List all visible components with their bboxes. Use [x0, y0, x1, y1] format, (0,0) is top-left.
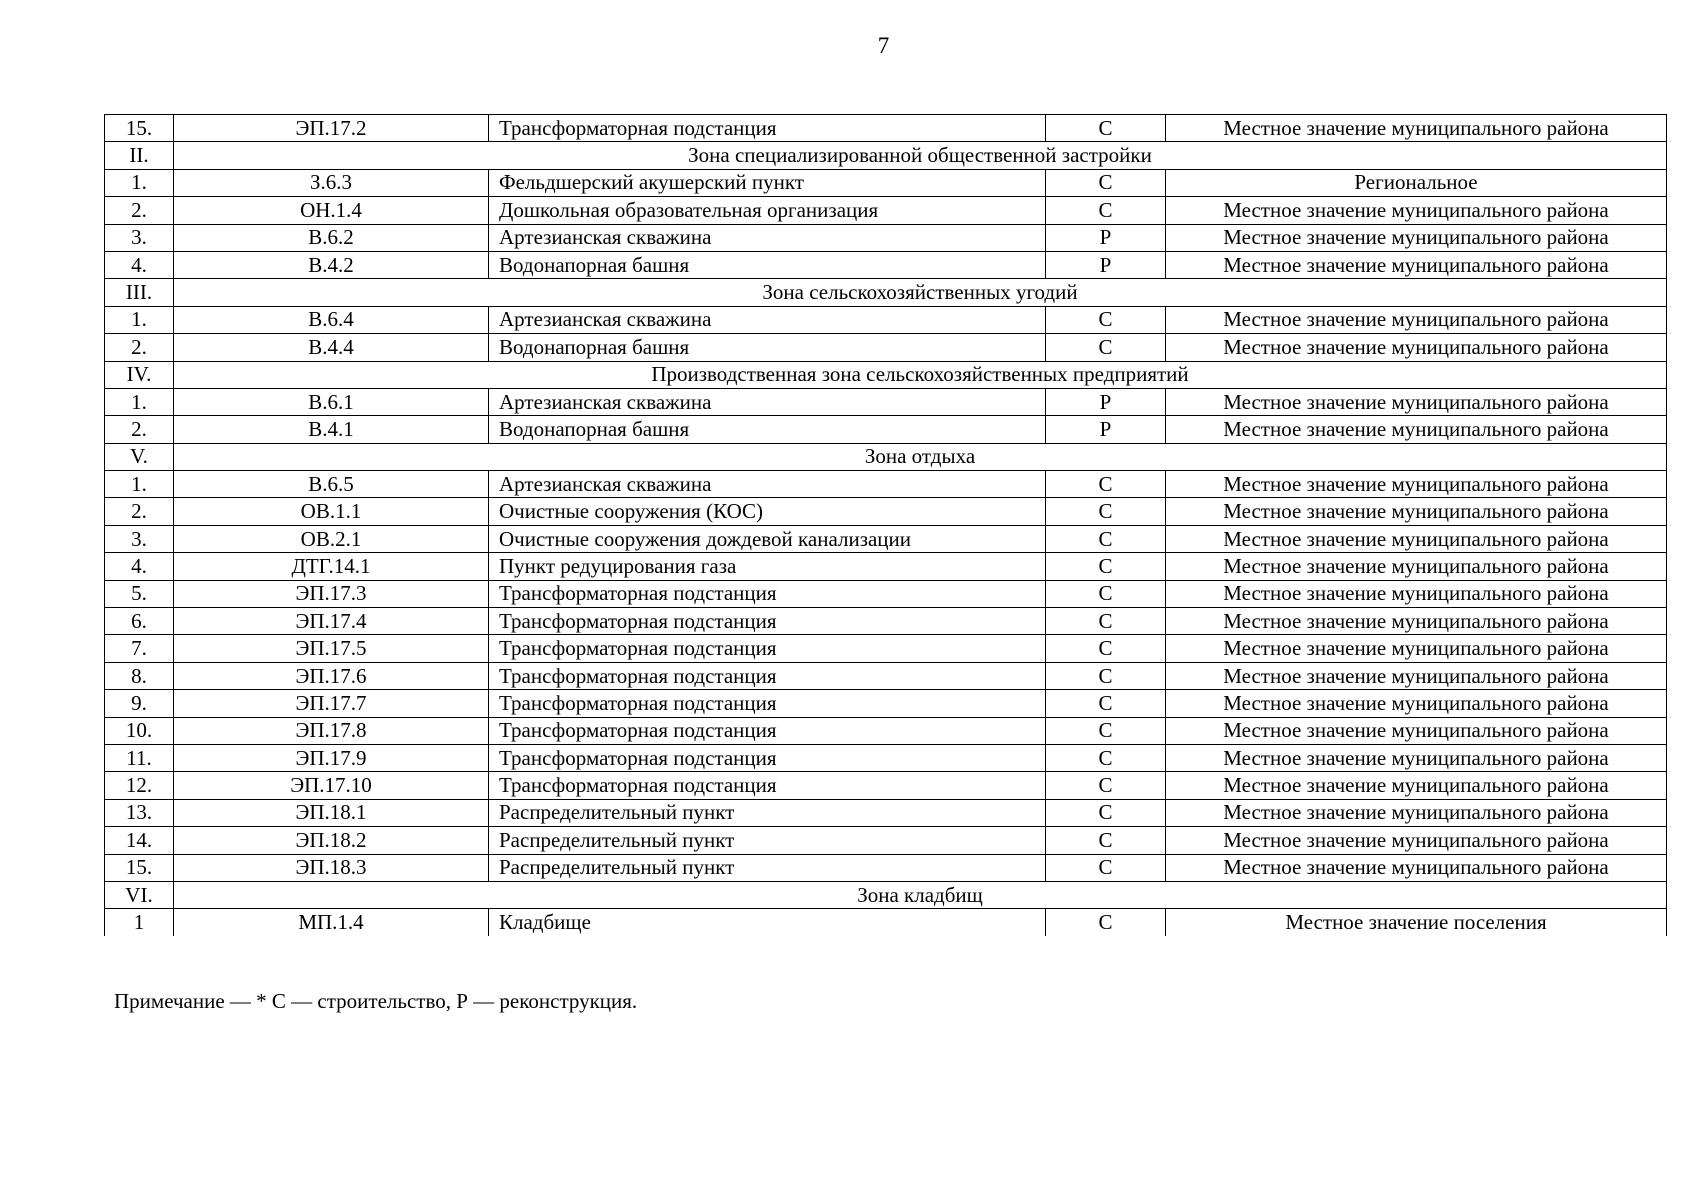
action-type: С — [1046, 608, 1166, 635]
object-significance: Региональное — [1166, 169, 1667, 196]
action-type: С — [1046, 744, 1166, 771]
object-code: МП.1.4 — [174, 909, 489, 936]
action-type: С — [1046, 306, 1166, 333]
row-number: 1. — [105, 471, 174, 498]
row-number: 1 — [105, 909, 174, 936]
object-code: З.6.3 — [174, 169, 489, 196]
action-type: С — [1046, 635, 1166, 662]
table-row — [105, 854, 1667, 881]
object-code: В.4.2 — [174, 251, 489, 278]
action-type: С — [1046, 772, 1166, 799]
section-title: Производственная зона сельскохозяйственных предприятий — [174, 361, 1667, 388]
table-row — [105, 525, 1667, 552]
row-number: 8. — [105, 662, 174, 689]
object-code: В.6.1 — [174, 388, 489, 415]
object-name: Пункт редуцирования газа — [489, 553, 1046, 580]
object-significance: Местное значение муниципального района — [1166, 224, 1667, 251]
section-number: IV. — [105, 361, 174, 388]
row-number: 2. — [105, 197, 174, 224]
object-name: Водонапорная башня — [489, 334, 1046, 361]
object-code: В.4.4 — [174, 334, 489, 361]
row-number: 2. — [105, 416, 174, 443]
action-type: Р — [1046, 251, 1166, 278]
action-type: Р — [1046, 416, 1166, 443]
section-number: V. — [105, 443, 174, 470]
object-significance: Местное значение муниципального района — [1166, 608, 1667, 635]
table-row — [105, 635, 1667, 662]
object-significance: Местное значение муниципального района — [1166, 635, 1667, 662]
object-name: Кладбище — [489, 909, 1046, 936]
action-type: С — [1046, 334, 1166, 361]
object-significance: Местное значение муниципального района — [1166, 416, 1667, 443]
table-row — [105, 498, 1667, 525]
row-number: 2. — [105, 334, 174, 361]
object-code: ОН.1.4 — [174, 197, 489, 224]
object-significance: Местное значение муниципального района — [1166, 251, 1667, 278]
section-row — [105, 443, 1667, 470]
object-code: ЭП.17.6 — [174, 662, 489, 689]
row-number: 1. — [105, 169, 174, 196]
action-type: С — [1046, 827, 1166, 854]
object-code: ДТГ.14.1 — [174, 553, 489, 580]
table-row — [105, 251, 1667, 278]
action-type: С — [1046, 169, 1166, 196]
section-title: Зона кладбищ — [174, 881, 1667, 908]
object-significance: Местное значение муниципального района — [1166, 799, 1667, 826]
object-code: ЭП.17.3 — [174, 580, 489, 607]
section-row — [105, 881, 1667, 908]
object-significance: Местное значение муниципального района — [1166, 854, 1667, 881]
table-row — [105, 827, 1667, 854]
object-name: Артезианская скважина — [489, 471, 1046, 498]
object-code: ЭП.18.2 — [174, 827, 489, 854]
action-type: С — [1046, 498, 1166, 525]
table-row — [105, 744, 1667, 771]
row-number: 12. — [105, 772, 174, 799]
object-name: Трансформаторная подстанция — [489, 744, 1046, 771]
object-code: ЭП.17.2 — [174, 115, 489, 142]
object-code: В.6.4 — [174, 306, 489, 333]
object-name: Артезианская скважина — [489, 388, 1046, 415]
table-note: Примечание — * С — строительство, Р — реконструкция. — [114, 989, 638, 1013]
row-number: 5. — [105, 580, 174, 607]
object-name: Водонапорная башня — [489, 251, 1046, 278]
object-code: ЭП.17.7 — [174, 690, 489, 717]
object-name: Трансформаторная подстанция — [489, 662, 1046, 689]
table-row — [105, 717, 1667, 744]
action-type: Р — [1046, 224, 1166, 251]
object-name: Трансформаторная подстанция — [489, 690, 1046, 717]
object-significance: Местное значение муниципального района — [1166, 827, 1667, 854]
object-significance: Местное значение муниципального района — [1166, 662, 1667, 689]
object-code: ЭП.17.8 — [174, 717, 489, 744]
object-significance: Местное значение муниципального района — [1166, 334, 1667, 361]
table-row — [105, 772, 1667, 799]
row-number: 4. — [105, 251, 174, 278]
row-number: 11. — [105, 744, 174, 771]
object-significance: Местное значение муниципального района — [1166, 690, 1667, 717]
row-number: 6. — [105, 608, 174, 635]
section-row — [105, 142, 1667, 169]
object-code: В.6.5 — [174, 471, 489, 498]
row-number: 15. — [105, 115, 174, 142]
object-significance: Местное значение муниципального района — [1166, 772, 1667, 799]
object-name: Артезианская скважина — [489, 224, 1046, 251]
object-significance: Местное значение муниципального района — [1166, 580, 1667, 607]
action-type: Р — [1046, 388, 1166, 415]
object-name: Трансформаторная подстанция — [489, 772, 1046, 799]
object-name: Трансформаторная подстанция — [489, 608, 1046, 635]
action-type: С — [1046, 909, 1166, 936]
object-significance: Местное значение муниципального района — [1166, 553, 1667, 580]
row-number: 10. — [105, 717, 174, 744]
object-name: Трансформаторная подстанция — [489, 580, 1046, 607]
row-number: 1. — [105, 306, 174, 333]
action-type: С — [1046, 799, 1166, 826]
table-row — [105, 608, 1667, 635]
object-name: Трансформаторная подстанция — [489, 115, 1046, 142]
action-type: С — [1046, 854, 1166, 881]
table-row — [105, 306, 1667, 333]
object-significance: Местное значение муниципального района — [1166, 717, 1667, 744]
object-name: Распределительный пункт — [489, 827, 1046, 854]
object-name: Трансформаторная подстанция — [489, 717, 1046, 744]
row-number: 1. — [105, 388, 174, 415]
action-type: С — [1046, 553, 1166, 580]
table-row — [105, 799, 1667, 826]
object-significance: Местное значение муниципального района — [1166, 744, 1667, 771]
table-row — [105, 580, 1667, 607]
object-code: ЭП.18.3 — [174, 854, 489, 881]
row-number: 13. — [105, 799, 174, 826]
object-name: Распределительный пункт — [489, 799, 1046, 826]
action-type: С — [1046, 717, 1166, 744]
action-type: С — [1046, 525, 1166, 552]
object-significance: Местное значение муниципального района — [1166, 306, 1667, 333]
object-code: ОВ.2.1 — [174, 525, 489, 552]
objects-table — [104, 114, 1667, 936]
object-code: ОВ.1.1 — [174, 498, 489, 525]
row-number: 7. — [105, 635, 174, 662]
object-name: Водонапорная башня — [489, 416, 1046, 443]
section-row — [105, 361, 1667, 388]
table-row — [105, 224, 1667, 251]
object-code: ЭП.17.5 — [174, 635, 489, 662]
table-body — [105, 115, 1667, 937]
section-title: Зона отдыха — [174, 443, 1667, 470]
row-number: 3. — [105, 224, 174, 251]
object-code: ЭП.18.1 — [174, 799, 489, 826]
object-code: ЭП.17.10 — [174, 772, 489, 799]
table-row — [105, 553, 1667, 580]
section-row — [105, 279, 1667, 306]
action-type: С — [1046, 115, 1166, 142]
object-code: ЭП.17.9 — [174, 744, 489, 771]
object-name: Очистные сооружения дождевой канализации — [489, 525, 1046, 552]
row-number: 14. — [105, 827, 174, 854]
action-type: С — [1046, 197, 1166, 224]
section-title: Зона специализированной общественной застройки — [174, 142, 1667, 169]
table-row — [105, 416, 1667, 443]
action-type: С — [1046, 580, 1166, 607]
object-significance: Местное значение поселения — [1166, 909, 1667, 936]
table-row — [105, 169, 1667, 196]
table-row — [105, 388, 1667, 415]
object-significance: Местное значение муниципального района — [1166, 388, 1667, 415]
object-code: В.6.2 — [174, 224, 489, 251]
object-name: Очистные сооружения (КОС) — [489, 498, 1046, 525]
action-type: С — [1046, 662, 1166, 689]
row-number: 2. — [105, 498, 174, 525]
object-code: ЭП.17.4 — [174, 608, 489, 635]
section-number: III. — [105, 279, 174, 306]
table-row — [105, 197, 1667, 224]
object-code: В.4.1 — [174, 416, 489, 443]
table-row — [105, 471, 1667, 498]
table-row — [105, 662, 1667, 689]
table-row — [105, 690, 1667, 717]
object-significance: Местное значение муниципального района — [1166, 197, 1667, 224]
section-number: VI. — [105, 881, 174, 908]
object-name: Артезианская скважина — [489, 306, 1046, 333]
row-number: 15. — [105, 854, 174, 881]
page-number: 7 — [877, 33, 890, 58]
section-number: II. — [105, 142, 174, 169]
object-significance: Местное значение муниципального района — [1166, 471, 1667, 498]
object-name: Фельдшерский акушерский пункт — [489, 169, 1046, 196]
object-significance: Местное значение муниципального района — [1166, 498, 1667, 525]
table-row — [105, 115, 1667, 142]
action-type: С — [1046, 471, 1166, 498]
object-name: Трансформаторная подстанция — [489, 635, 1046, 662]
table-row — [105, 334, 1667, 361]
row-number: 9. — [105, 690, 174, 717]
table-row — [105, 909, 1667, 936]
object-significance: Местное значение муниципального района — [1166, 525, 1667, 552]
object-significance: Местное значение муниципального района — [1166, 115, 1667, 142]
row-number: 4. — [105, 553, 174, 580]
action-type: С — [1046, 690, 1166, 717]
row-number: 3. — [105, 525, 174, 552]
section-title: Зона сельскохозяйственных угодий — [174, 279, 1667, 306]
object-name: Дошкольная образовательная организация — [489, 197, 1046, 224]
object-name: Распределительный пункт — [489, 854, 1046, 881]
